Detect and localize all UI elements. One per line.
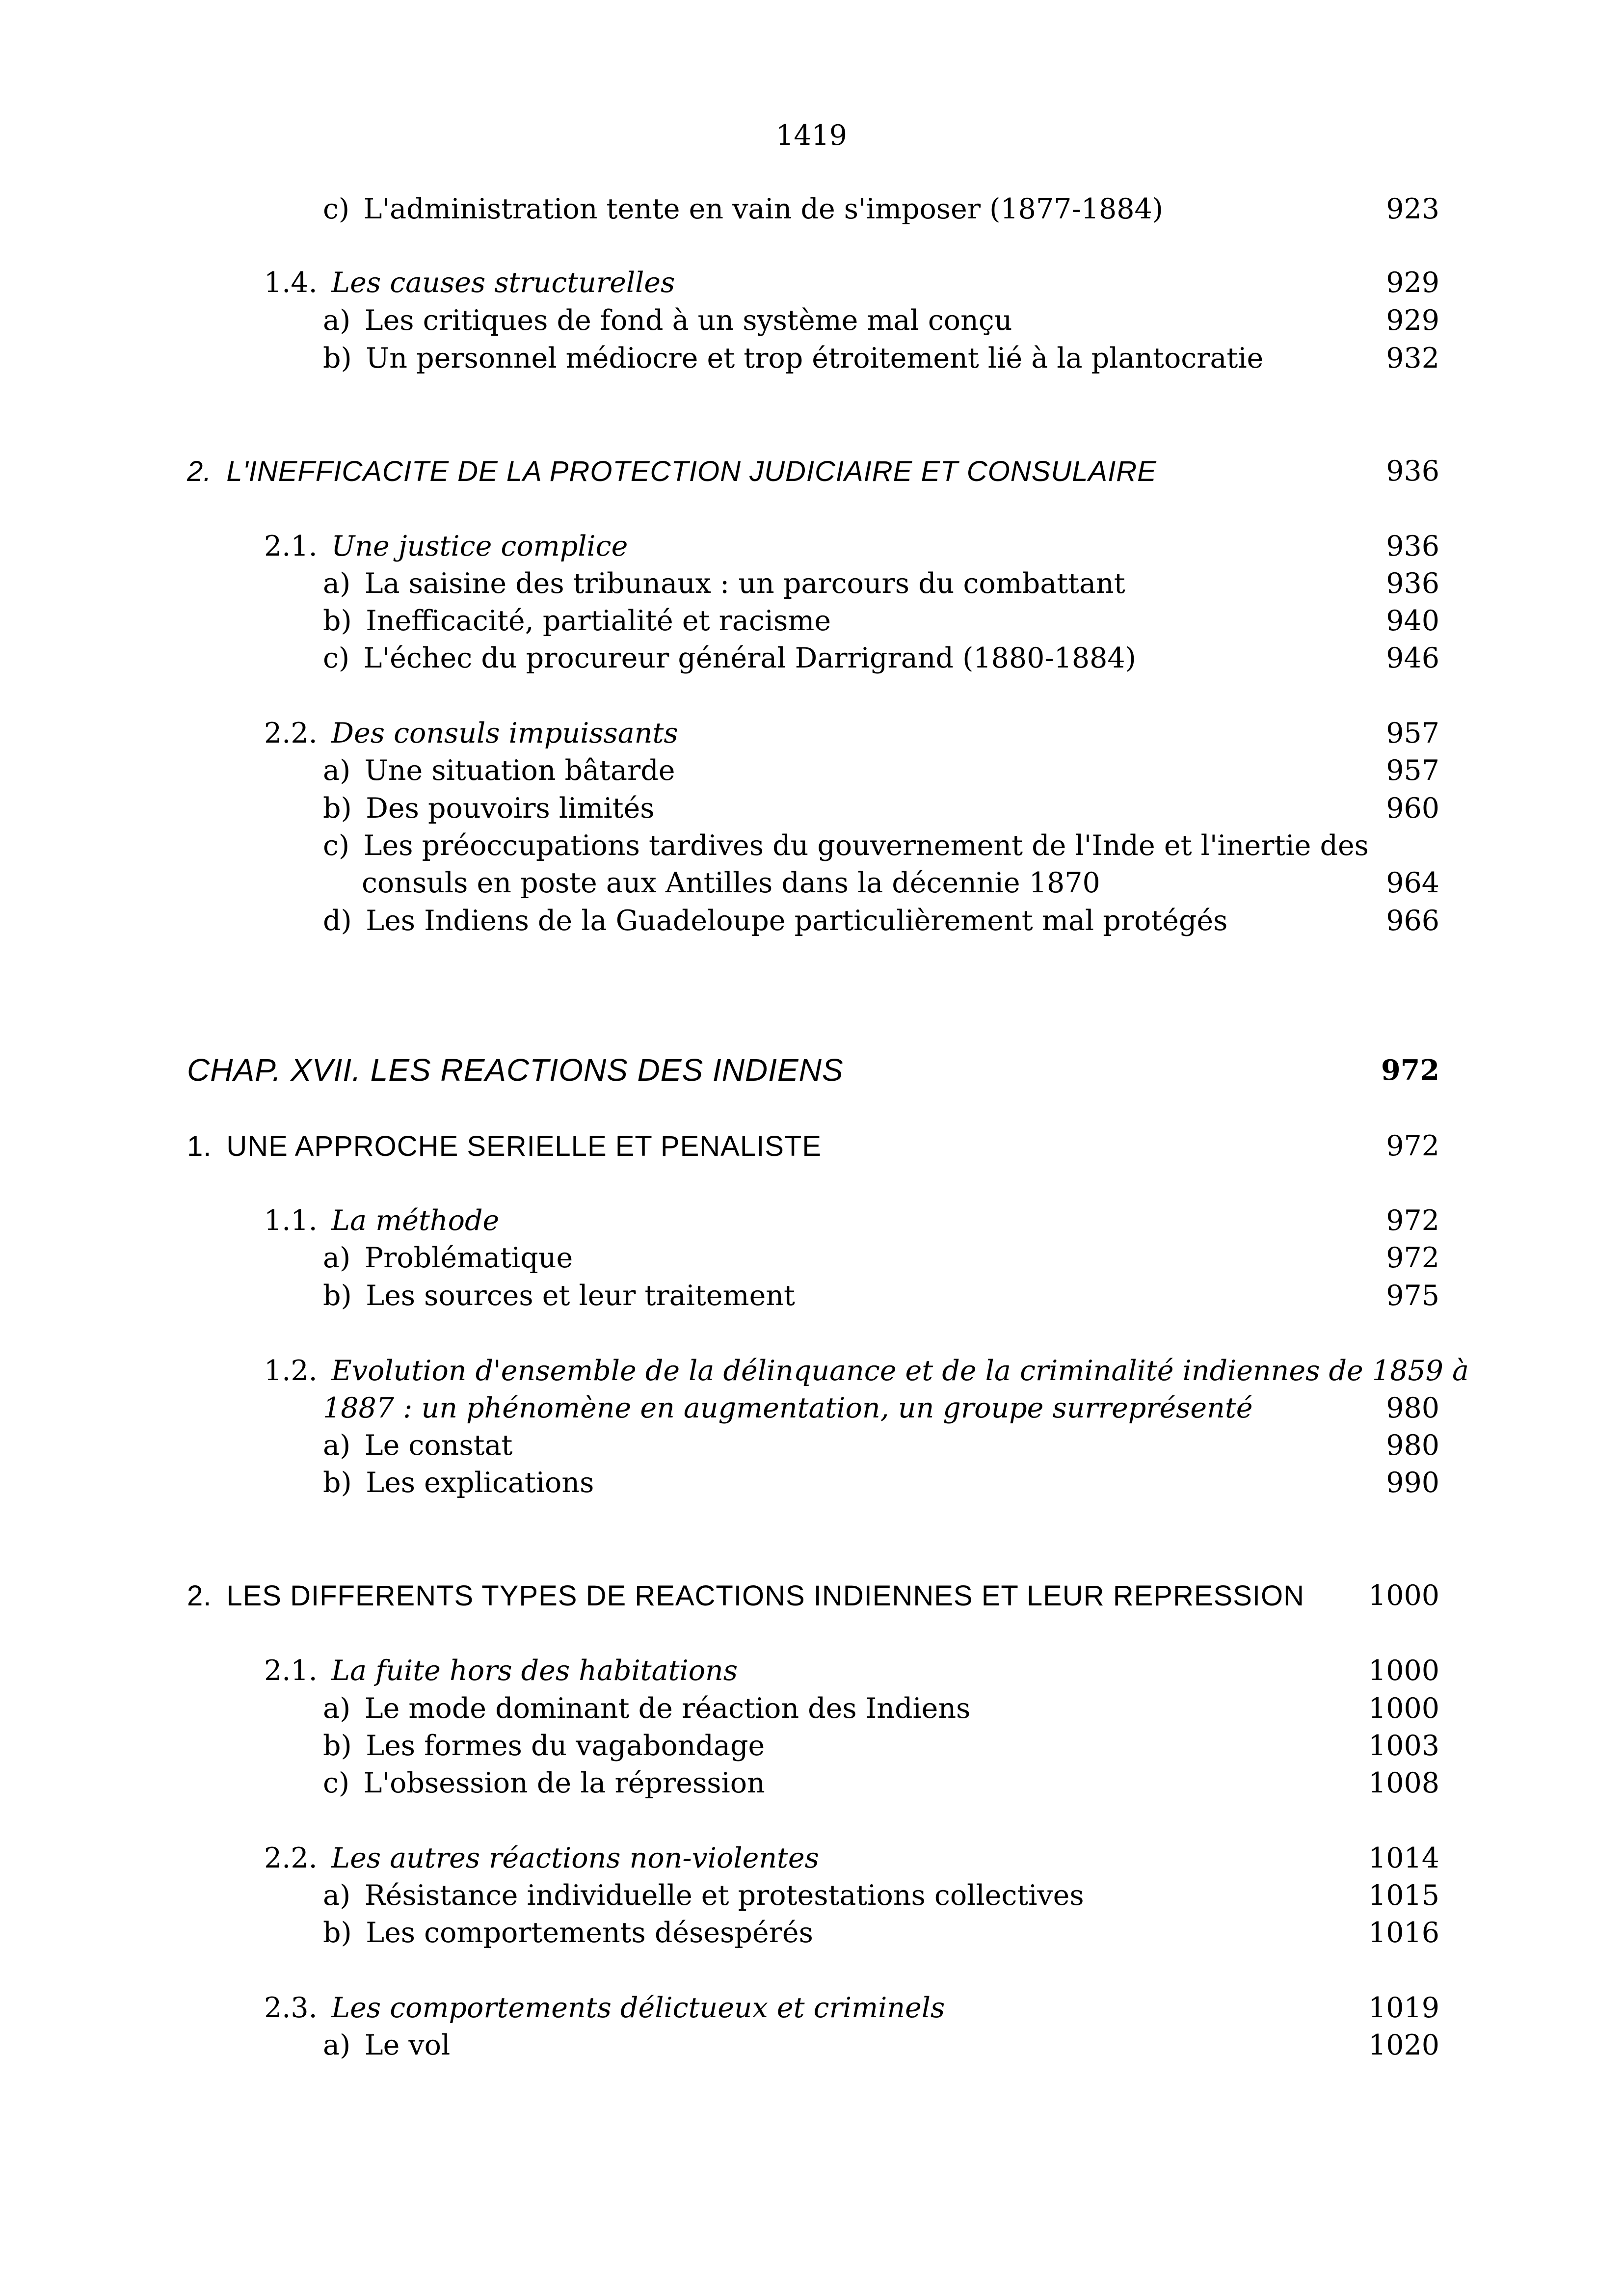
toc-entry-text: a) Le mode dominant de réaction des Indiens: [323, 1692, 971, 1725]
chapter-heading: CHAP. XVII. LES REACTIONS DES INDIENS: [187, 1052, 844, 1088]
toc-entry-text: b) Inefficacité, partialité et racisme: [323, 605, 831, 637]
toc-entry-page: 972: [1386, 1204, 1439, 1237]
toc-entry-page: 1014: [1368, 1842, 1439, 1874]
toc-subsection-number: 2.2.: [264, 1842, 332, 1874]
toc-subsection-title-continued: 1887 : un phénomène en augmentation, un groupe surreprésenté: [323, 1392, 1253, 1424]
toc-subsection-number: 1.4.: [264, 267, 332, 299]
toc-entry-page: 1000: [1368, 1692, 1439, 1725]
toc-entry-page: 1000: [1368, 1655, 1439, 1687]
toc-subsection: [264, 1657, 738, 1685]
toc-entry-text: c) L'administration tente en vain de s'imposer (1877-1884): [323, 193, 1164, 225]
toc-subsection-title: La fuite hors des habitations: [331, 1655, 738, 1687]
toc-subsection-title: Des consuls impuissants: [331, 717, 678, 749]
toc-entry-text: a) Une situation bâtarde: [323, 754, 675, 787]
toc-entry-page: 932: [1386, 342, 1439, 374]
toc-subsection-title: Une justice complice: [331, 530, 628, 562]
toc-subsection: [264, 269, 675, 297]
toc-entry-text: c) L'échec du procureur général Darrigrand (1880-1884): [323, 642, 1136, 674]
toc-entry-page: 936: [1386, 567, 1439, 600]
toc-entry-text: b) Les comportements désespérés: [323, 1917, 813, 1949]
toc-entry-page: 972: [1386, 1130, 1439, 1162]
toc-entry-text: c) Les préoccupations tardives du gouvernement de l'Inde et l'inertie des: [323, 829, 1369, 862]
toc-entry-text: b) Les formes du vagabondage: [323, 1730, 765, 1762]
toc-entry-text: a) Le vol: [323, 2029, 451, 2061]
toc-subsection-number: 2.1.: [264, 530, 332, 562]
toc-section-heading: 1. UNE APPROCHE SERIELLE ET PENALISTE: [187, 1130, 822, 1162]
toc-entry-page: 972: [1386, 1242, 1439, 1274]
toc-entry-page: 980: [1386, 1429, 1439, 1462]
toc-entry-page: 957: [1386, 754, 1439, 787]
toc-entry-text: c) L'obsession de la répression: [323, 1767, 765, 1799]
page-number: 1419: [775, 119, 848, 152]
toc-entry-text: a) Le constat: [323, 1429, 513, 1462]
toc-entry-page: 1016: [1368, 1917, 1439, 1949]
toc-subsection-title: La méthode: [331, 1204, 500, 1237]
toc-entry-page: 940: [1386, 605, 1439, 637]
toc-entry-page: 929: [1386, 267, 1439, 299]
toc-entry-page: 957: [1386, 717, 1439, 749]
toc-entry-page: 975: [1386, 1280, 1439, 1312]
toc-entry-page: 936: [1386, 530, 1439, 562]
toc-entry-text: a) Les critiques de fond à un système mal conçu: [323, 304, 1012, 337]
toc-subsection-title: Les comportements délictueux et criminels: [331, 1992, 945, 2024]
toc-entry-text: a) Problématique: [323, 1242, 573, 1274]
toc-subsection-number: 2.2.: [264, 717, 332, 749]
toc-entry-page: 923: [1386, 193, 1439, 225]
toc-entry-text: a) La saisine des tribunaux : un parcours du combattant: [323, 567, 1125, 600]
toc-entry-page: 946: [1386, 642, 1439, 674]
toc-subsection: [264, 1204, 500, 1237]
chapter-page: 972: [1381, 1054, 1439, 1087]
toc-entry-page: 1015: [1368, 1879, 1439, 1912]
toc-subsection-title: Les autres réactions non-violentes: [331, 1842, 819, 1874]
toc-subsection: [264, 717, 678, 749]
toc-entry-page: 1020: [1368, 2029, 1439, 2061]
toc-subsection-title: Evolution d'ensemble de la délinquance et de la criminalité indiennes de 1859 à: [331, 1355, 1469, 1387]
toc-entry-text: b) Des pouvoirs limités: [323, 792, 655, 825]
toc-subsection-title: Les causes structurelles: [331, 267, 675, 299]
toc-subsection: [264, 1844, 819, 1872]
toc-subsection: [264, 1357, 1469, 1385]
toc-entry-page: 1019: [1368, 1992, 1439, 2024]
toc-entry-page: 1008: [1368, 1767, 1439, 1799]
toc-entry-text: d) Les Indiens de la Guadeloupe particulièrement mal protégés: [323, 905, 1228, 937]
toc-entry-text: consuls en poste aux Antilles dans la décennie 1870: [362, 867, 1100, 899]
toc-subsection-number: 2.1.: [264, 1655, 332, 1687]
toc-entry-page: 980: [1386, 1392, 1439, 1424]
toc-entry-page: 990: [1386, 1467, 1439, 1499]
toc-subsection: [264, 1994, 945, 2022]
toc-entry-text: b) Un personnel médiocre et trop étroitement lié à la plantocratie: [323, 342, 1264, 374]
toc-entry-page: 936: [1386, 455, 1439, 487]
toc-entry-page: 1003: [1368, 1730, 1439, 1762]
toc-entry-page: 1000: [1368, 1579, 1439, 1612]
toc-entry-page: 966: [1386, 905, 1439, 937]
toc-subsection: [264, 530, 628, 562]
toc-entry-text: b) Les explications: [323, 1467, 594, 1499]
toc-entry-page: 960: [1386, 792, 1439, 825]
toc-section-heading: 2. LES DIFFERENTS TYPES DE REACTIONS INDIENNES ET LEUR REPRESSION: [187, 1580, 1305, 1612]
toc-subsection-number: 2.3.: [264, 1992, 332, 2024]
toc-entry-text: a) Résistance individuelle et protestations collectives: [323, 1879, 1084, 1912]
toc-section-heading: 2. L'INEFFICACITE DE LA PROTECTION JUDICIAIRE ET CONSULAIRE: [187, 455, 1157, 487]
toc-subsection-number: 1.1.: [264, 1204, 332, 1237]
toc-entry-page: 964: [1386, 867, 1439, 899]
toc-entry-page: 929: [1386, 304, 1439, 337]
toc-entry-text: b) Les sources et leur traitement: [323, 1280, 795, 1312]
toc-subsection-number: 1.2.: [264, 1355, 332, 1387]
